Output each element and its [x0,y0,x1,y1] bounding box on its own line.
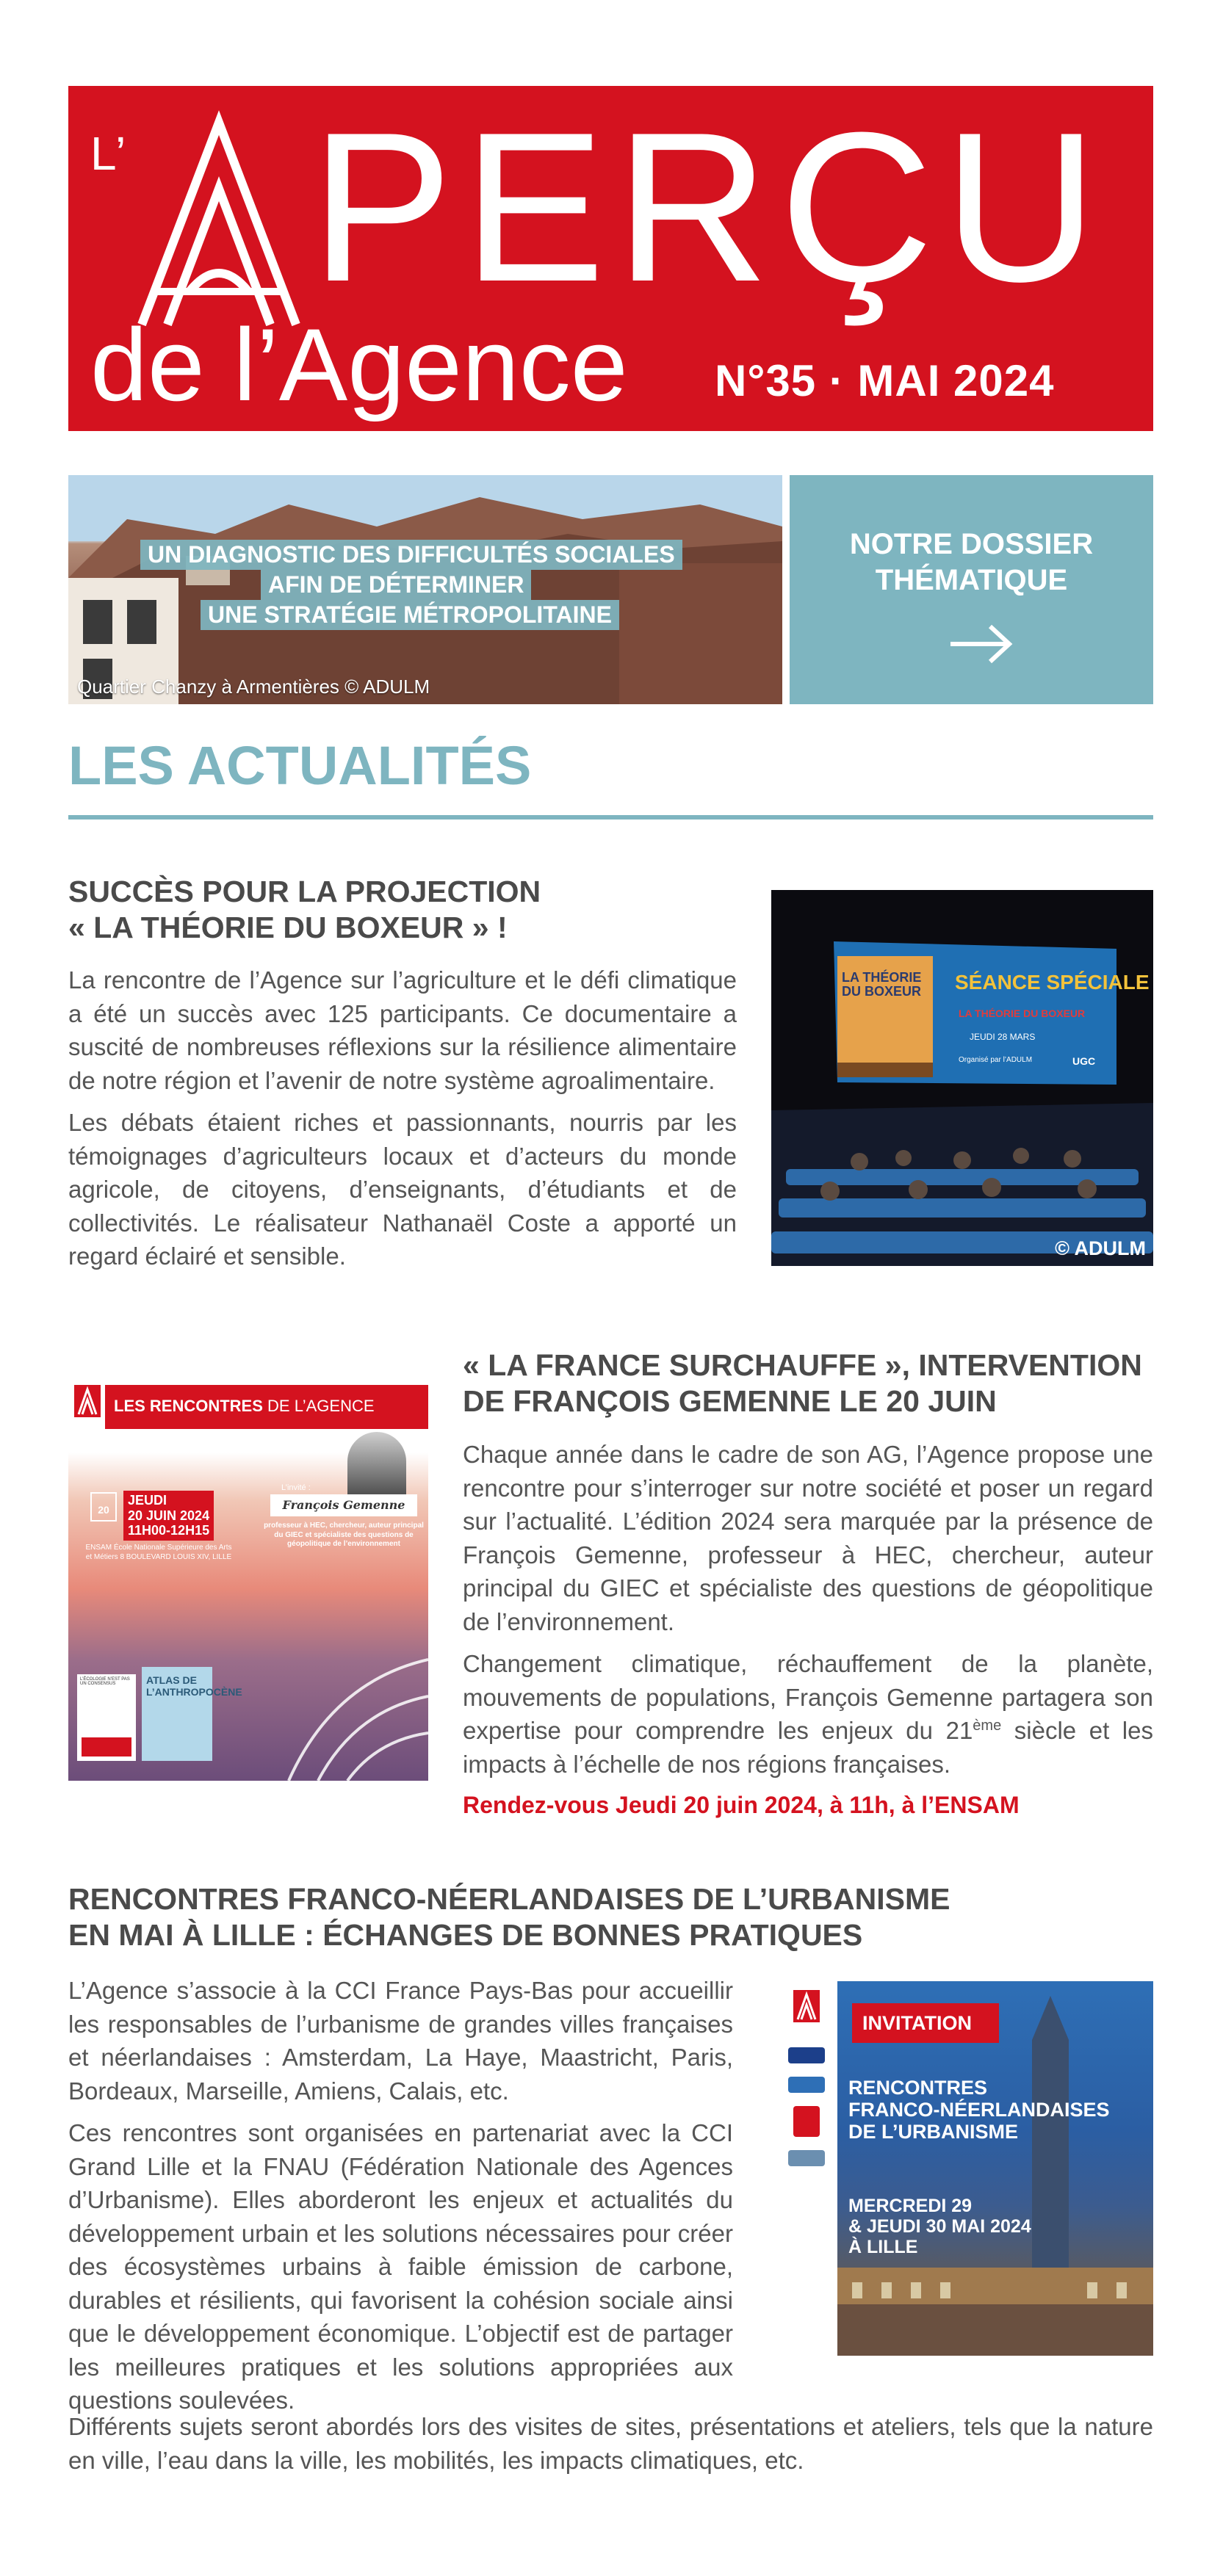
cinema-screening-photo [771,890,1153,1266]
article-title [463,1347,1153,1419]
issue-number: N°35 · MAI 2024 [715,356,1055,405]
screen-date: JEUDI 28 MARS [970,1032,1036,1042]
screen-organizer: Organisé par l’ADULM [959,1056,1033,1064]
event-poster [68,1381,428,1781]
partner-logo [788,2150,825,2166]
arrow-right-icon [948,622,1014,666]
poster-guest-name: François Gemenne [270,1494,417,1516]
dossier-label-line: THÉMATIQUE [875,563,1068,596]
poster-title: LA FRANCE SURCHAUFFE... [82,1438,324,1458]
book-title: L’ÉCOLOGIE N’EST PAS UN CONSENSUS [80,1677,130,1686]
book-cover: ATLAS DE L’ANTHROPOCÈNE [142,1667,212,1761]
article-paragraph: Les débats étaient riches et passionnants, nourris par les témoignages d’agriculteurs locaux et d’acteurs du monde agricole, de citoyens, d’enseignants, d’étudiants et de collectivités. Le réalisateur Nathanaël Coste a apporté un regard éclairé et sensible. [68,1109,737,1270]
poster-band-text: LES RENCONTRES [114,1397,268,1415]
book-band [82,1737,131,1756]
article-body [68,963,737,1282]
poster-date-line: JEUDI [128,1493,167,1508]
event-rendezvous: Rendez-vous Jeudi 20 juin 2024, à 11h, à l’ENSAM [463,1792,1020,1818]
book-cover [77,1674,136,1761]
poster-date-line: MERCREDI 29 [848,2196,973,2216]
invitation-poster [775,1981,1153,2356]
banner-caption-line: UNE STRATÉGIE MÉTROPOLITAINE [201,600,619,630]
section-divider [68,815,1153,820]
poster-place: ENSAM École Nationale Supérieure des Arts et Métiers 8 BOULEVARD LOUIS XIV, LILLE [85,1544,232,1561]
newsletter-title: PERÇU [311,88,1108,326]
poster-date-line: & JEUDI 30 MAI 2024 [848,2216,1031,2237]
article-body [463,1438,1153,1790]
article-title [68,874,744,946]
calendar-icon: 20 [90,1492,117,1522]
dossier-label [790,527,1153,598]
article-body [68,1974,733,2426]
superscript: ème [973,1718,1002,1734]
article-paragraph: L’Agence s’associe à la CCI France Pays-Bas pour accueillir les responsables de l’urbanisme de grandes villes françaises et néerlandaises : Amsterdam, La Haye, Maastricht, Paris, Bordeaux, Marseille, Amiens, Calais, etc. [68,1977,733,2105]
paragraph-text: siècle et les impacts à l’échelle de nos régions françaises. [463,1717,1153,1778]
banner-photo[interactable] [68,475,782,704]
poster-title [848,2077,1110,2143]
screen-title: SÉANCE SPÉCIALE [955,971,1150,994]
poster-date [848,2196,1031,2257]
poster-guest-bio: professeur à HEC, chercheur, auteur principal du GIEC et spécialiste des questions de géopolitique de l’environnement [264,1522,424,1548]
cinema-illustration [771,890,1153,1266]
article-title-line: « LA FRANCE SURCHAUFFE », INTERVENTION [463,1348,1142,1382]
poster-date-line: 20 JUIN 2024 [128,1508,210,1523]
article-paragraph: Différents sujets seront abordés lors des visites de sites, présentations et ateliers, tels que la nature en ville, l’eau dans la ville, les mobilités, les impacts climatiques, etc. [68,2413,1153,2474]
banner-photo-credit: Quartier Chanzy à Armentières © ADULM [77,676,430,698]
article-title-line: RENCONTRES FRANCO-NÉERLANDAISES DE L’URBANISME [68,1882,950,1916]
partner-logo [788,2077,825,2093]
article-title [68,1881,1153,1953]
title-prefix: L’ [90,127,128,180]
partner-logo [788,2047,825,2063]
newsletter-header [68,86,1153,431]
poster-date-line: À LILLE [848,2237,918,2257]
paragraph-text: Changement climatique, réchauffement de la planète, mouvements de populations, François Gemenne partagera son expertise pour comprendre les enjeux du 21 [463,1650,1153,1745]
poster-guest-label: L’invité : [281,1483,311,1492]
banner-caption-line: UN DIAGNOSTIC DES DIFFICULTÉS SOCIALES [140,540,682,570]
screen-poster-title: LA THÉORIE DU BOXEUR [842,970,922,999]
poster-title-line: RENCONTRES [848,2077,988,2099]
section-title: LES ACTUALITÉS [68,735,532,796]
partner-logo [793,2106,820,2137]
poster-date [123,1491,214,1541]
agency-logo-a-icon [127,108,311,328]
guest-portrait [347,1432,406,1498]
agency-logo-icon [74,1385,101,1417]
invitation-badge: INVITATION [852,2003,999,2043]
screen-brand: UGC [1072,1055,1096,1067]
agency-logo-icon [793,1990,820,2022]
article-paragraph: Chaque année dans le cadre de son AG, l’Agence propose une rencontre pour s’interroger sur notre société et poser un regard sur l’actualité. L’édition 2024 sera marquée par la présence de François Gemenne, professeur à HEC, chercheur, auteur principal du GIEC et spécialiste des questions de géopolitique de l’environnement. [463,1441,1153,1635]
dossier-label-line: NOTRE DOSSIER [849,528,1094,560]
poster-title-line: FRANCO-NÉERLANDAISES [848,2099,1110,2121]
newsletter-subtitle: de l’Agence [90,307,628,422]
article-title-line: « LA THÉORIE DU BOXEUR » ! [68,911,508,945]
poster-date-line: 11H00-12H15 [128,1523,210,1538]
screen-subtitle: LA THÉORIE DU BOXEUR [959,1007,1086,1019]
banner-caption-line: AFIN DE DÉTERMINER [261,570,531,600]
poster-band [105,1385,428,1429]
article-title-line: EN MAI À LILLE : ÉCHANGES DE BONNES PRATIQUES [68,1918,863,1953]
article-paragraph [463,1647,1153,1781]
article-paragraph: Ces rencontres sont organisées en partenariat avec la CCI Grand Lille et la FNAU (Fédération Nationale des Agences d’Urbanisme). Elles aborderont les enjeux et actualités du développement urbain et les solutions nécessaires pour créer des écosystèmes urbains à faible émission de carbone, durables et résilients, qui favorisent la cohésion sociale ainsi que le développement économique. L’objectif est de partager les meilleures pratiques et les solutions appropriées aux questions soulevées. [68,2119,733,2414]
photo-credit: © ADULM [1055,1237,1146,1259]
article-paragraph: La rencontre de l’Agence sur l’agriculture et le défi climatique a été un succès avec 125 participants. Ce documentaire a suscité de nombreuses réflexions sur la résilience alimentaire de notre région et l’avenir de notre système agroalimentaire. [68,966,737,1094]
poster-title-line: DE L’URBANISME [848,2121,1019,2143]
article-title-line: DE FRANÇOIS GEMENNE LE 20 JUIN [463,1384,997,1419]
thematic-dossier-button[interactable] [790,475,1153,704]
article-body [68,2410,1153,2486]
article-title-line: SUCCÈS POUR LA PROJECTION [68,875,541,908]
poster-band-text: DE L’AGENCE [267,1397,375,1415]
